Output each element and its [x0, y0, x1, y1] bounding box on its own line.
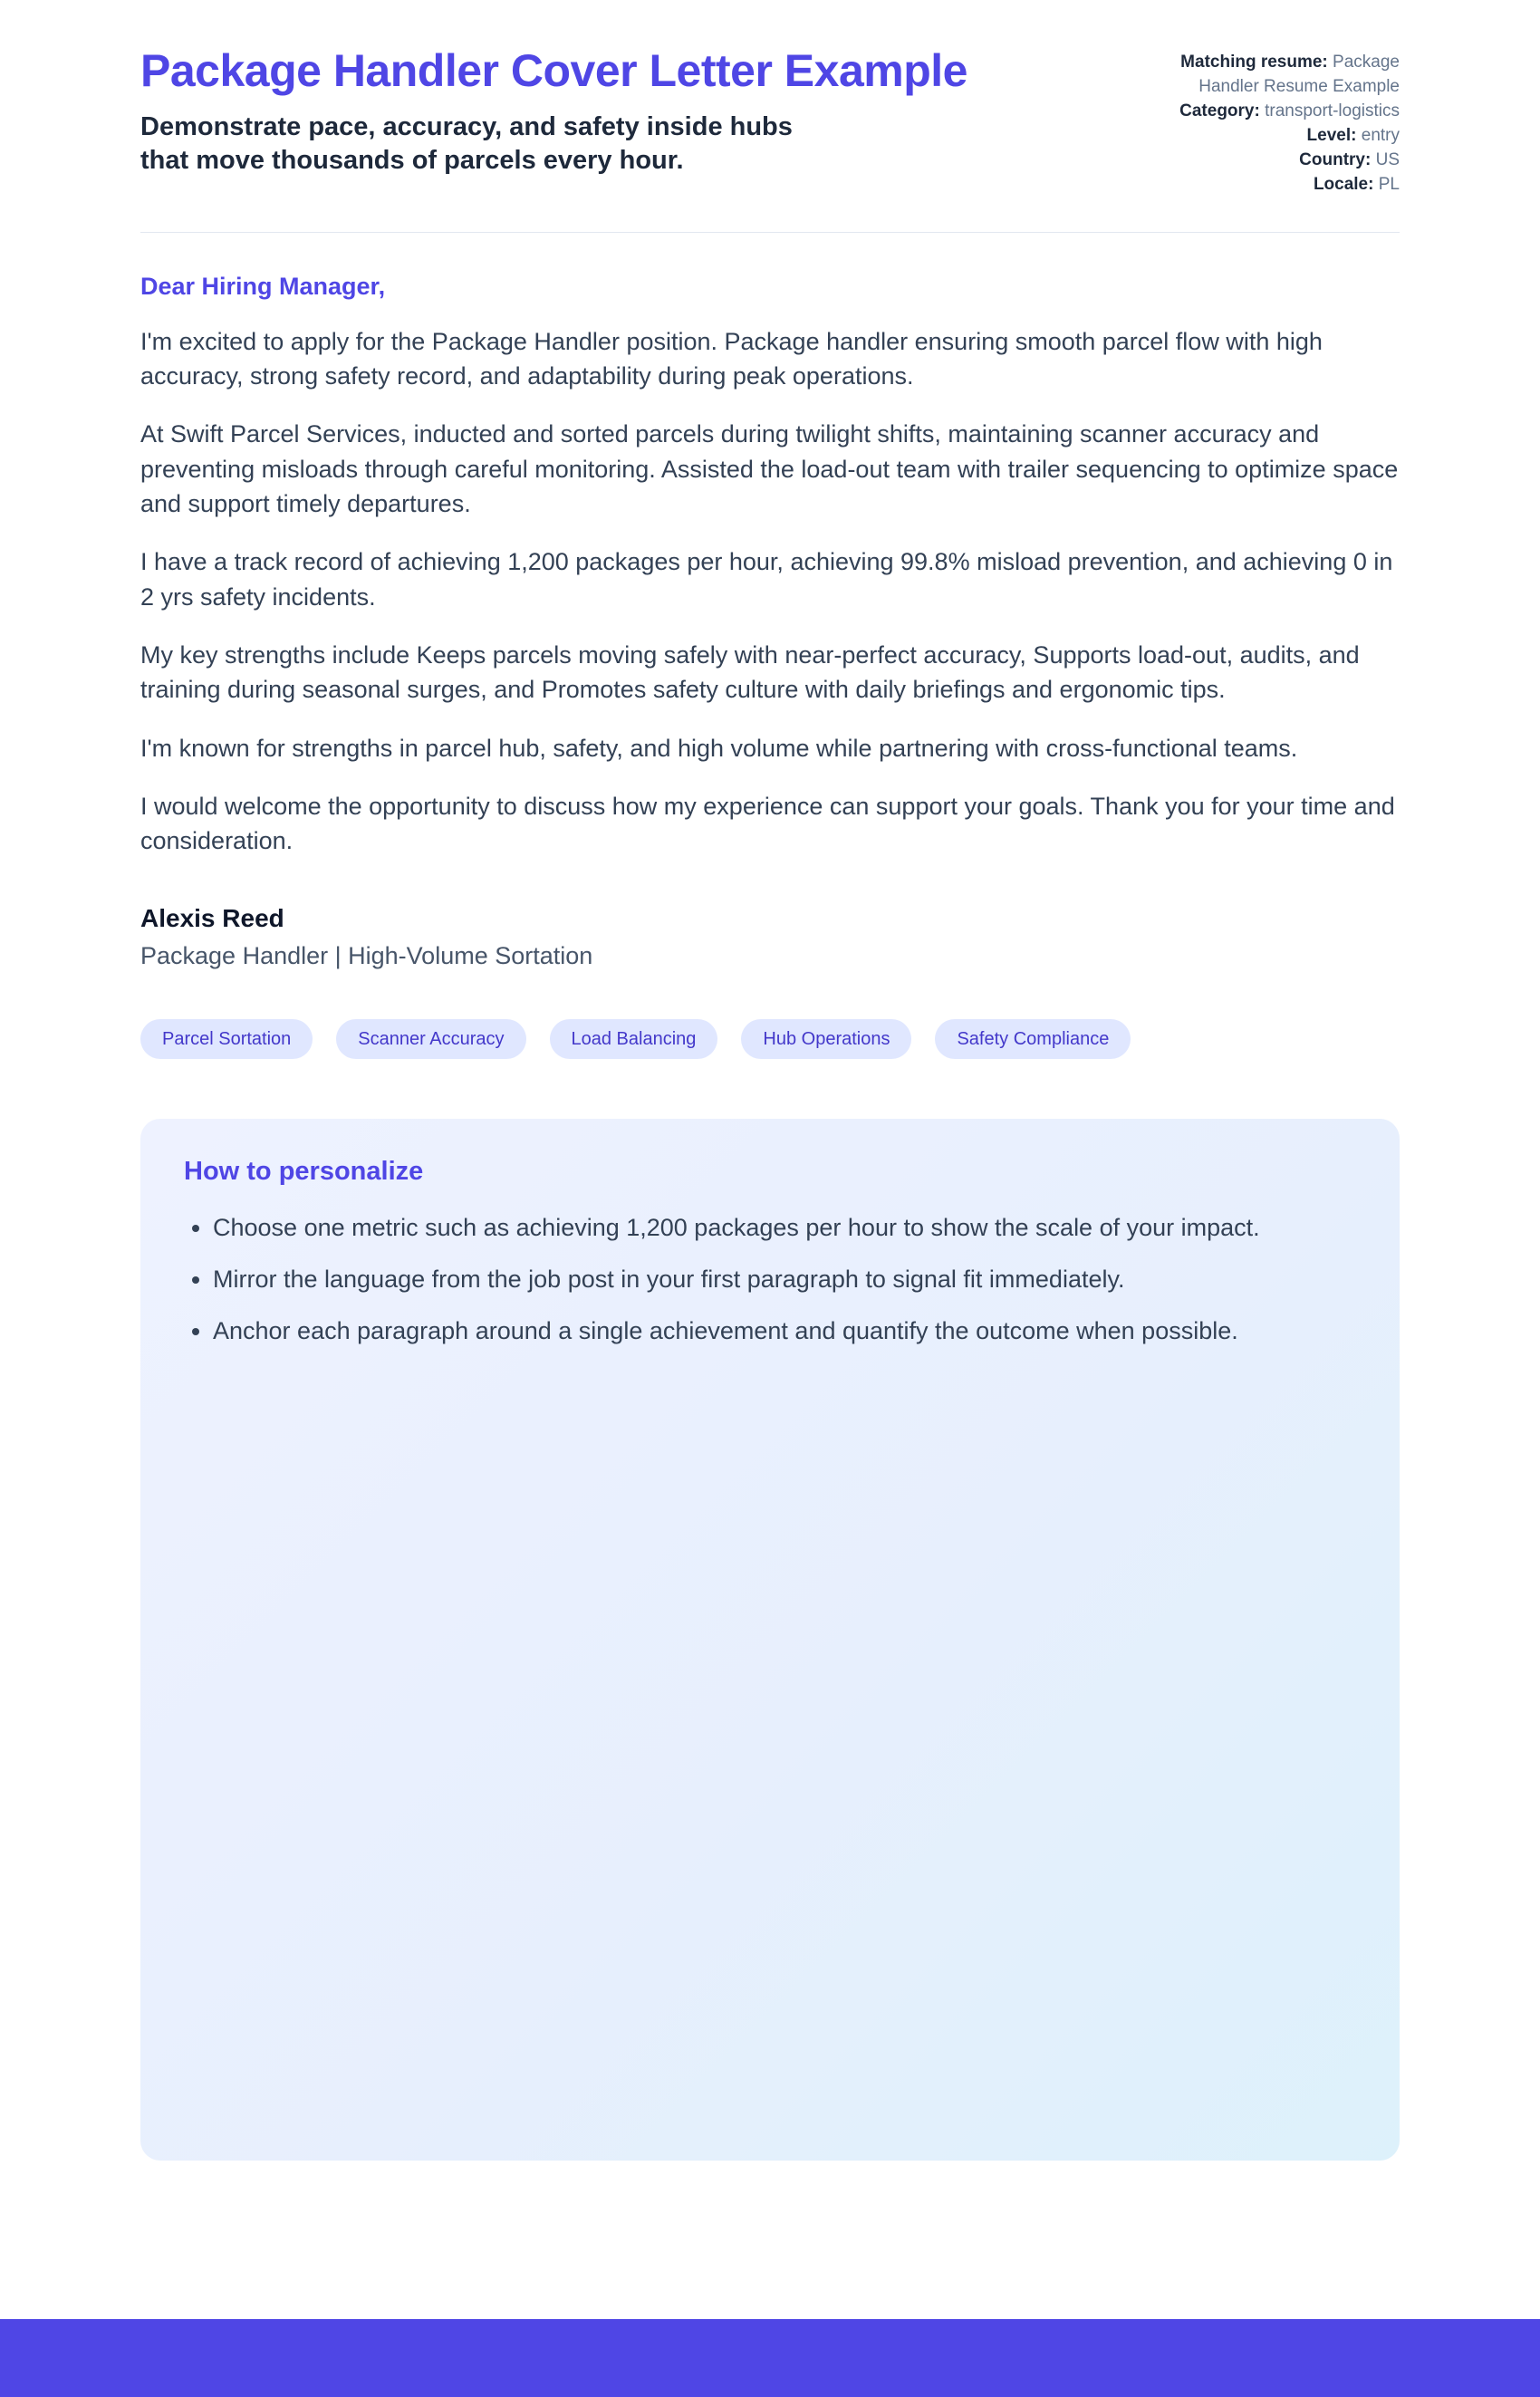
letter-paragraph: I have a track record of achieving 1,200 packages per hour, achieving 99.8% misload prevention, and achieving 0 in 2 yrs safety incidents. — [140, 548, 1393, 611]
meta-value: entry — [1361, 125, 1400, 145]
meta-row-category — [1169, 100, 1400, 124]
meta-row-locale — [1169, 173, 1400, 197]
header-divider — [140, 232, 1400, 233]
personalize-list — [184, 1210, 1356, 1349]
tag-pill-parcel-sortation[interactable]: Parcel Sortation — [140, 1019, 313, 1059]
meta-label: Category: — [1179, 101, 1260, 120]
meta-value: Package Handler Resume Example — [1198, 53, 1400, 96]
meta-row-country — [1169, 149, 1400, 173]
meta-label: Locale: — [1313, 174, 1374, 194]
personalize-item: • Anchor each paragraph around a single achievement and quantify the outcome when possible. — [213, 1314, 1318, 1349]
meta-label: Matching resume: — [1180, 53, 1328, 72]
tag-pill-scanner-accuracy[interactable]: Scanner Accuracy — [336, 1019, 525, 1059]
letter-paragraph: I'm excited to apply for the Package Handler position. Package handler ensuring smooth parcel flow with high accuracy, strong safety record, and adaptability during peak operations. — [140, 327, 1323, 390]
tag-list — [140, 1019, 1400, 1059]
meta-value: transport-logistics — [1265, 101, 1400, 120]
meta-row-level — [1169, 124, 1400, 149]
page-title: Package Handler Cover Letter Example — [140, 45, 967, 96]
signature-name: Alexis Reed — [140, 903, 284, 932]
footer-bar — [0, 2319, 1540, 2397]
tag-pill-safety-compliance[interactable]: Safety Compliance — [935, 1019, 1131, 1059]
personalize-item: • Choose one metric such as achieving 1,200 packages per hour to show the scale of your impact. — [213, 1210, 1318, 1246]
page-header — [140, 45, 1400, 197]
tag-pill-load-balancing[interactable]: Load Balancing — [550, 1019, 718, 1059]
header-text-block — [140, 45, 967, 178]
tag-pill-hub-operations[interactable]: Hub Operations — [741, 1019, 911, 1059]
letter-paragraph: I'm known for strengths in parcel hub, safety, and high volume while partnering with cross-functional teams. — [140, 734, 1298, 762]
personalize-item: • Mirror the language from the job post in your first paragraph to signal fit immediately. — [213, 1262, 1318, 1297]
meta-panel — [1169, 45, 1400, 197]
page-subtitle: Demonstrate pace, accuracy, and safety inside hubs that move thousands of parcels every hour. — [140, 111, 793, 175]
letter-paragraph: I would welcome the opportunity to discuss how my experience can support your goals. Thank you for your time and consideration. — [140, 793, 1395, 855]
meta-label: Country: — [1299, 149, 1372, 169]
signature-role: Package Handler | High-Volume Sortation — [140, 941, 593, 969]
meta-row-matching-resume — [1169, 51, 1400, 100]
meta-value: US — [1375, 149, 1400, 169]
salutation: Dear Hiring Manager, — [140, 272, 386, 300]
letter-paragraph: My key strengths include Keeps parcels moving safely with near-perfect accuracy, Supports load-out, audits, and training during seasonal surges, and Promotes safety culture with daily briefings and ergonomic tips. — [140, 641, 1360, 704]
meta-label: Level: — [1306, 125, 1357, 145]
personalize-title: How to personalize — [184, 1156, 424, 1186]
meta-value: PL — [1378, 174, 1400, 194]
letter-paragraph: At Swift Parcel Services, inducted and sorted parcels during twilight shifts, maintaining scanner accuracy and preventing misloads through careful monitoring. Assisted the load-out team with trailer sequencing to optimize space and support timely departures. — [140, 420, 1399, 518]
letter-body — [140, 273, 1400, 970]
personalize-card — [140, 1119, 1400, 2161]
